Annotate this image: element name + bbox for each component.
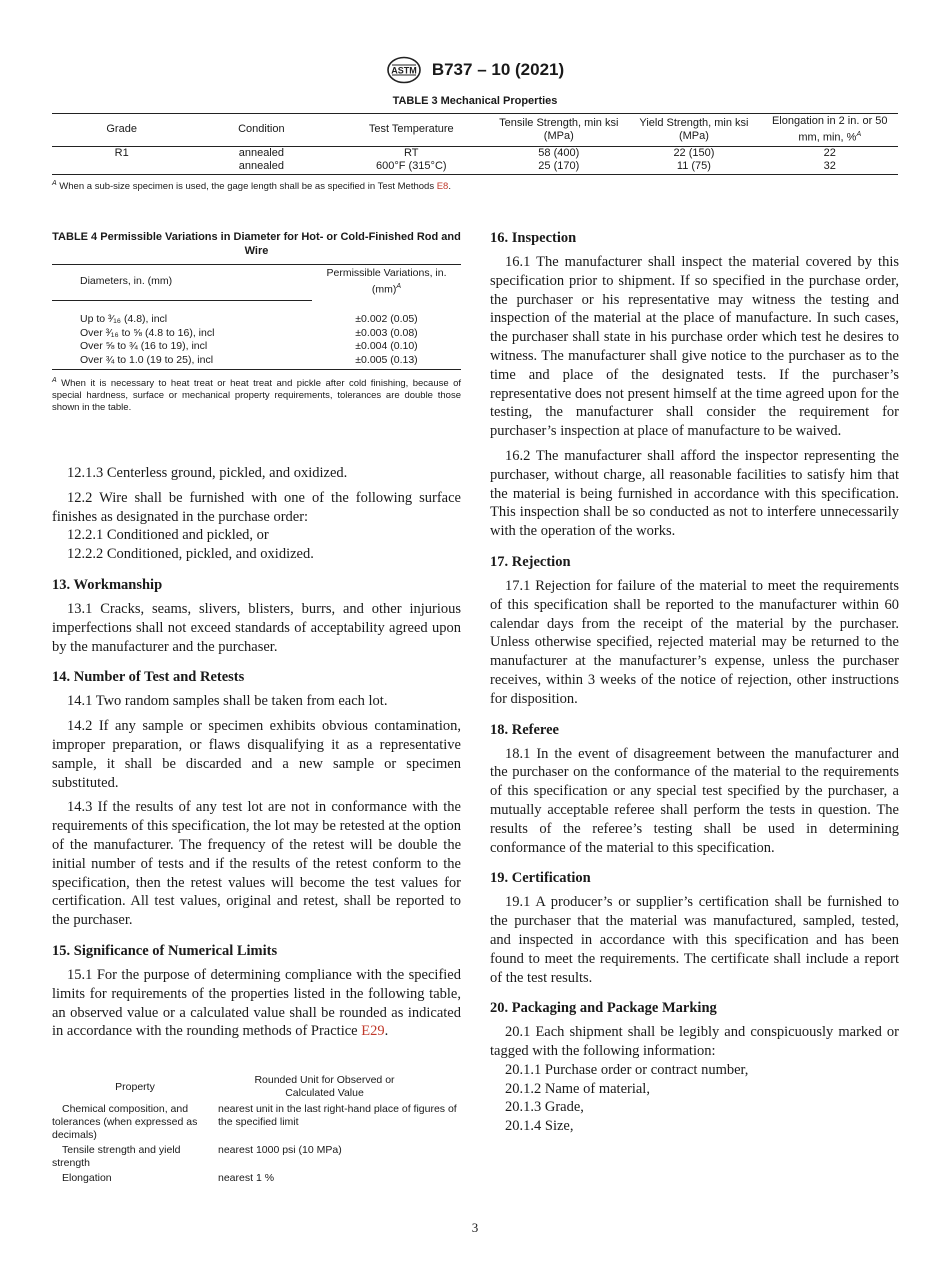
table-cell: Up to ³⁄₁₆ (4.8), incl	[80, 313, 168, 325]
rounding-header: Property	[115, 1080, 155, 1093]
table-cell: annealed	[238, 146, 284, 159]
table-cell: Over ¾ to 1.0 (19 to 25), incl	[52, 354, 312, 370]
paragraph-15-1	[52, 966, 461, 1041]
page-number: 3	[471, 1220, 479, 1235]
paragraph-14-3: 14.3 If the results of any test lot are not in conformance with the requirements of this specification, the lot may be retested at the option of the manufacturer. The frequency of the retest will be double the initial number of tests and if the results of the retest conform to the specification, then the retest values will become the test values for certification. All test values, original and retest, shall be reported to the purchaser.	[52, 799, 461, 929]
table-cell: ±0.005 (0.13)	[312, 354, 461, 370]
paragraph-15-1-text: 15.1 For the purpose of determining compliance with the specified limits for requirements of the properties listed in the following table, an observed value or a calculated value shall be rounded as indicated in accordance with the rounding methods of Practice	[52, 966, 461, 1040]
e29-link[interactable]: E29	[361, 1023, 385, 1040]
table-row	[52, 1103, 461, 1144]
table4-title: TABLE 4 Permissible Variations in Diameter for Hot- or Cold-Finished Rod and Wire	[52, 231, 461, 257]
footnote-end: .	[448, 181, 451, 193]
paragraph-12-1-3: 12.1.3 Centerless ground, pickled, and oxidized.	[67, 465, 348, 481]
table-row	[52, 1172, 461, 1187]
table4-header: Diameters, in. (mm)	[52, 265, 312, 301]
table3-header: Grade	[52, 114, 191, 147]
footnote-mark: A	[396, 283, 402, 290]
footnote-mark: A	[856, 131, 862, 138]
paragraph-20-1-3: 20.1.3 Grade,	[505, 1099, 584, 1116]
section-17-heading: 17. Rejection	[490, 553, 571, 570]
table3-footnote	[52, 178, 898, 193]
table4-header-variations	[312, 265, 461, 301]
section-16-heading: 16. Inspection	[490, 230, 577, 246]
table-cell: ±0.002 (0.05)	[355, 313, 418, 325]
table-cell: nearest 1 %	[218, 1172, 275, 1184]
table-row	[52, 146, 898, 160]
footnote-mark: A	[52, 377, 57, 384]
table3-header: Elongation in 2 in. or 50 mm, min, %	[771, 115, 888, 144]
footnote-text: When it is necessary to heat treat or heat treat and pickle after cold finishing, because of special hardness, surface or mechanical property requirements, tolerances are double those shown in the table.	[52, 378, 461, 414]
section-14-heading: 14. Number of Test and Retests	[52, 669, 245, 686]
rounding-property-cell	[52, 1144, 218, 1172]
rounding-header-row	[52, 1074, 461, 1103]
section-20-heading: 20. Packaging and Package Marking	[490, 1000, 717, 1017]
table-row	[52, 160, 898, 175]
table4-divider	[52, 301, 461, 314]
section-13-heading: 13. Workmanship	[52, 576, 163, 593]
table3-header: Tensile Strength, min ksi (MPa)	[491, 114, 626, 147]
table-cell: Elongation	[62, 1172, 112, 1184]
table-cell: annealed	[191, 160, 331, 175]
astm-logo-icon	[386, 56, 422, 84]
paragraph-14-1: 14.1 Two random samples shall be taken from each lot.	[67, 693, 388, 710]
section-19-heading: 19. Certification	[490, 870, 591, 887]
table-cell: 32	[762, 160, 898, 175]
table-cell: nearest 1000 psi (10 MPa)	[218, 1144, 342, 1156]
paragraph-20-1-1: 20.1.1 Purchase order or contract number,	[505, 1061, 749, 1078]
table-cell	[52, 160, 191, 175]
paragraph-20-1: 20.1 Each shipment shall be legibly and conspicuously marked or tagged with the following information:	[490, 1024, 899, 1060]
table4-header: Permissible Variations, in. (mm)	[326, 267, 447, 296]
table-cell: Chemical composition, and tolerances (when expressed as decimals)	[52, 1103, 198, 1141]
table3-header-elongation	[762, 114, 898, 147]
table4-footnote	[52, 375, 461, 414]
table-cell: Over ⅝ to ¾ (16 to 19), incl	[80, 340, 208, 352]
rounding-header: Rounded Unit for Observed or Calculated Value	[254, 1074, 395, 1099]
paragraph-13-1: 13.1 Cracks, seams, slivers, blisters, burrs, and other injurious imperfections shall not exceed standards of acceptability agreed upon by the manufacturer and the purchaser.	[52, 600, 461, 655]
svg-text:ASTM: ASTM	[391, 65, 417, 76]
paragraph-19-1: 19.1 A producer’s or supplier’s certification shall be furnished to the purchaser that the material was manufactured, sampled, tested, and inspected in accordance with this specification and has been found to meet the requirements. The certificate shall include a report of the test results.	[490, 894, 899, 986]
table-row	[52, 313, 461, 327]
section-18-heading: 18. Referee	[490, 721, 559, 738]
table-cell: 600°F (315°C)	[331, 160, 491, 175]
e8-link[interactable]: E8	[436, 181, 449, 193]
table-cell: ±0.003 (0.08)	[355, 326, 418, 339]
table-cell: 22 (150)	[673, 146, 715, 159]
table3-header: Condition	[191, 114, 331, 147]
paragraph-16-1: 16.1 The manufacturer shall inspect the material covered by this specification prior to shipment. If so specified in the purchase order, the purchaser or his representative may witness the testing and inspection of the material at the place of manufacture. In such cases, the purchaser shall state in his purchase order which test he desires to witness. The manufacturer shall give notice to the purchaser as to the time and place of the designated tests. If the purchaser’s representative does not present himself at the time agreed upon for the testing, the manufacturer shall consider the requirement for purchaser’s inspection at place of manufacture to be waived.	[490, 254, 899, 440]
paragraph-20-1-2: 20.1.2 Name of material,	[505, 1080, 650, 1097]
table-cell: ±0.004 (0.10)	[355, 340, 418, 352]
table-cell: RT	[404, 146, 419, 159]
table-row	[52, 327, 461, 341]
paragraph-16-2: 16.2 The manufacturer shall afford the inspector representing the purchaser, without charge, all reasonable facilities to satisfy him that the material is being furnished in accordance with this specification. This inspection shall be so conducted as not to interfere unnecessarily with the operation of the works.	[490, 447, 899, 540]
paragraph-20-1-4: 20.1.4 Size,	[505, 1118, 574, 1135]
rounding-property-cell	[52, 1172, 218, 1187]
table-cell: 11 (75)	[626, 160, 761, 175]
paragraph-12-2-1: 12.2.1 Conditioned and pickled, or	[67, 527, 269, 544]
right-column	[490, 229, 899, 1136]
footnote-text: When a sub-size specimen is used, the gage length shall be as specified in Test Methods	[56, 181, 437, 193]
table4-header-row	[52, 265, 461, 301]
section-15-heading: 15. Significance of Numerical Limits	[52, 942, 278, 959]
paragraph-14-2: 14.2 If any sample or specimen exhibits obvious contamination, improper preparation, or flaws disqualifying it as a representative sample, it shall be discarded and a new sample or specimen substituted.	[52, 718, 461, 791]
paragraph-12-2: 12.2 Wire shall be furnished with one of the following surface finishes as designated in the purchase order:	[52, 489, 461, 525]
table3-header: Test Temperature	[331, 114, 491, 147]
table-cell: 22	[823, 146, 836, 159]
paragraph-12-2-2: 12.2.2 Conditioned, pickled, and oxidized.	[67, 546, 314, 563]
page-header	[0, 56, 950, 84]
table-cell: nearest unit in the last right-hand place of figures of the specified limit	[218, 1103, 457, 1128]
paragraph-15-1-end: .	[384, 1023, 389, 1040]
footnote-mark: A	[52, 180, 57, 187]
table3-title: TABLE 3 Mechanical Properties	[392, 95, 558, 107]
table-cell: Over ³⁄₁₆ to ⅝ (4.8 to 16), incl	[80, 326, 215, 339]
paragraph-18-1: 18.1 In the event of disagreement between the manufacturer and the purchaser on the conformance of the material to the requirements of this specification or any special test specified by the purchaser, a mutually acceptable referee shall perform the tests in question. The results of the referee’s testing shall be used in determining conformance of the material to this specification.	[490, 745, 899, 856]
table-cell: 58 (400)	[538, 146, 580, 159]
table3	[52, 113, 898, 175]
table-cell: 25 (170)	[491, 160, 626, 175]
table-row	[52, 354, 461, 370]
table3-header-row	[52, 114, 898, 147]
table-cell: Tensile strength and yield strength	[52, 1144, 181, 1169]
table-row	[52, 340, 461, 354]
rounding-table	[52, 1074, 461, 1187]
rounding-property-cell	[52, 1103, 218, 1144]
document-code: B737 – 10 (2021)	[431, 60, 565, 79]
table4	[52, 264, 461, 370]
table3-header: Yield Strength, min ksi (MPa)	[626, 114, 761, 147]
table-row	[52, 1144, 461, 1172]
table-cell: R1	[114, 146, 129, 159]
left-column	[52, 464, 461, 1047]
paragraph-17-1: 17.1 Rejection for failure of the material to meet the requirements of this specification shall be reported to the manufacturer within 60 calendar days from the receipt of the material by the purchaser. Unless otherwise specified, rejected material may be returned to the manufacturer at the manufacturer’s expense, unless the purchaser receives, within 3 weeks of the notice of rejection, other instructions for disposition.	[490, 577, 899, 707]
